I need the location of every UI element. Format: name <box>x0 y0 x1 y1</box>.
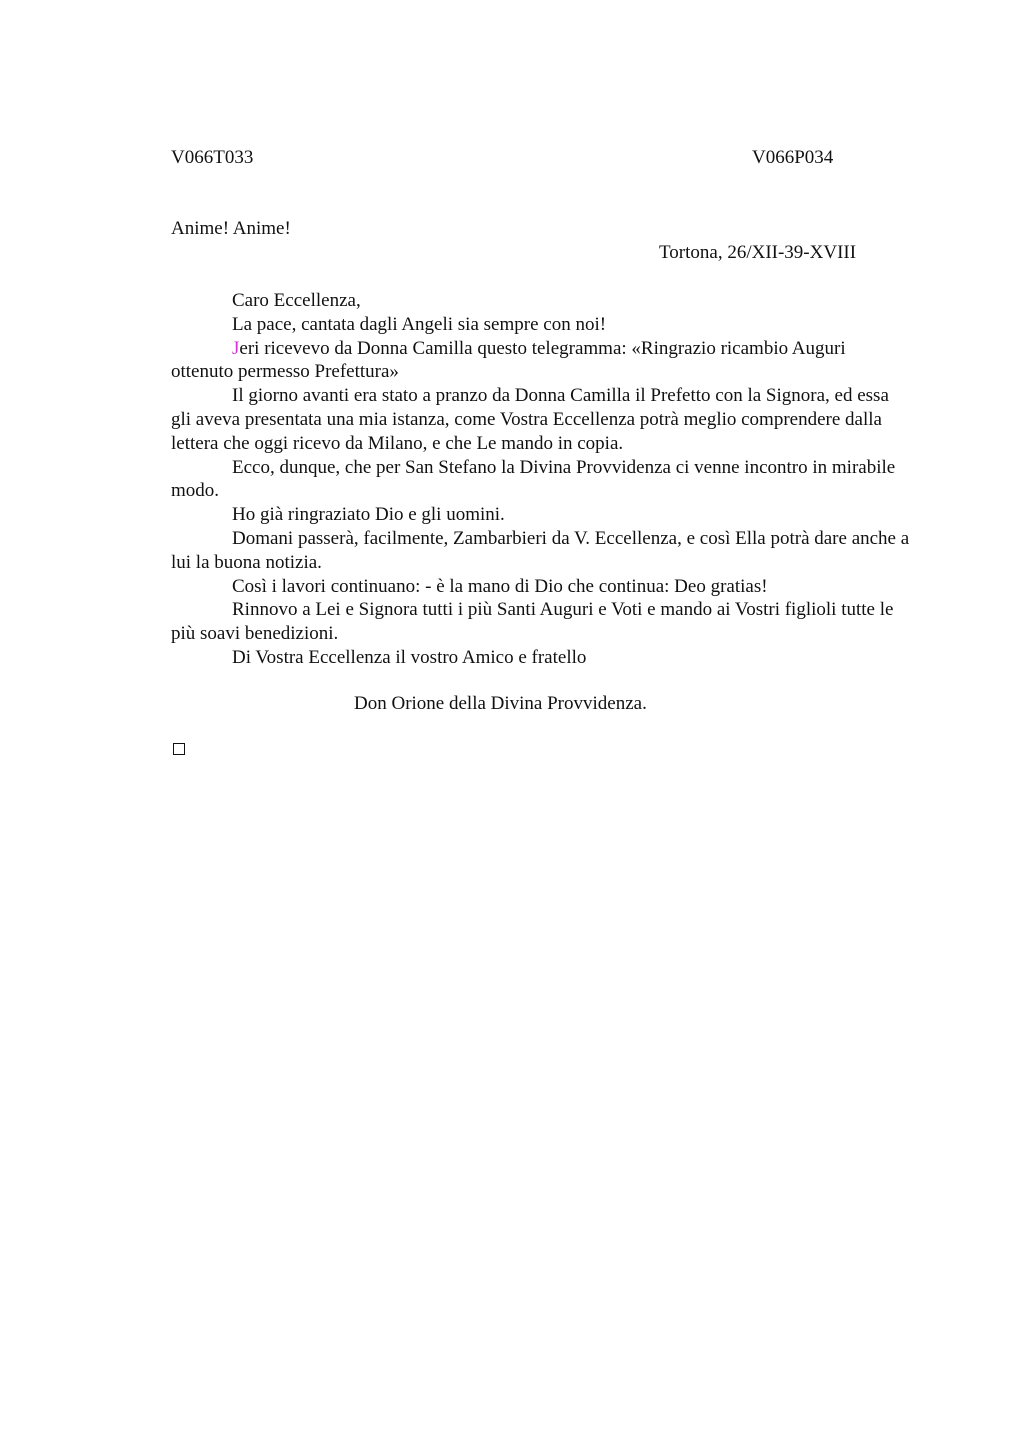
paragraph-prefetto: Il giorno avanti era stato a pranzo da Donna Camilla il Prefetto con la Signora, ed essa gli aveva presentata una mia istanza, come Vostra Eccellenza potrà meglio comprendere dalla lettera che oggi ricevo da Milano, e che Le mando in copia. <box>171 385 889 454</box>
paragraph-telegram-text: eri ricevevo da Donna Camilla questo telegramma: «Ringrazio ricambio Auguri ottenuto permesso Prefettura» <box>171 337 846 383</box>
highlighted-initial: J <box>232 337 240 359</box>
paragraph-thanks: Ho già ringraziato Dio e gli uomini. <box>232 504 505 526</box>
paragraph-san-stefano: Ecco, dunque, che per San Stefano la Divina Provvidenza ci venne incontro in mirabile modo. <box>171 456 896 502</box>
signature: Don Orione della Divina Provvidenza. <box>354 693 647 714</box>
paragraph-deo-gratias: Così i lavori continuano: - è la mano di Dio che continua: Deo gratias! <box>232 575 768 597</box>
motto: Anime! Anime! <box>171 218 291 239</box>
document-code-left: V066T033 <box>171 147 254 168</box>
paragraph-zambarbieri: Domani passerà, facilmente, Zambarbieri da V. Eccellenza, e così Ella potrà dare anche a lui la buona notizia. <box>171 527 910 573</box>
document-code-right: V066P034 <box>752 147 834 168</box>
greeting: La pace, cantata dagli Angeli sia sempre con noi! <box>232 313 607 335</box>
closing: Di Vostra Eccellenza il vostro Amico e fratello <box>232 646 587 668</box>
letter-body <box>171 289 911 670</box>
paragraph-telegram <box>171 337 911 385</box>
dateline: Tortona, 26/XII-39-XVIII <box>659 242 857 263</box>
paragraph-auguri: Rinnovo a Lei e Signora tutti i più Santi Auguri e Voti e mando ai Vostri figlioli tutte le più soavi benedizioni. <box>171 599 894 645</box>
empty-square-icon <box>173 743 185 755</box>
salutation: Caro Eccellenza, <box>232 290 361 311</box>
